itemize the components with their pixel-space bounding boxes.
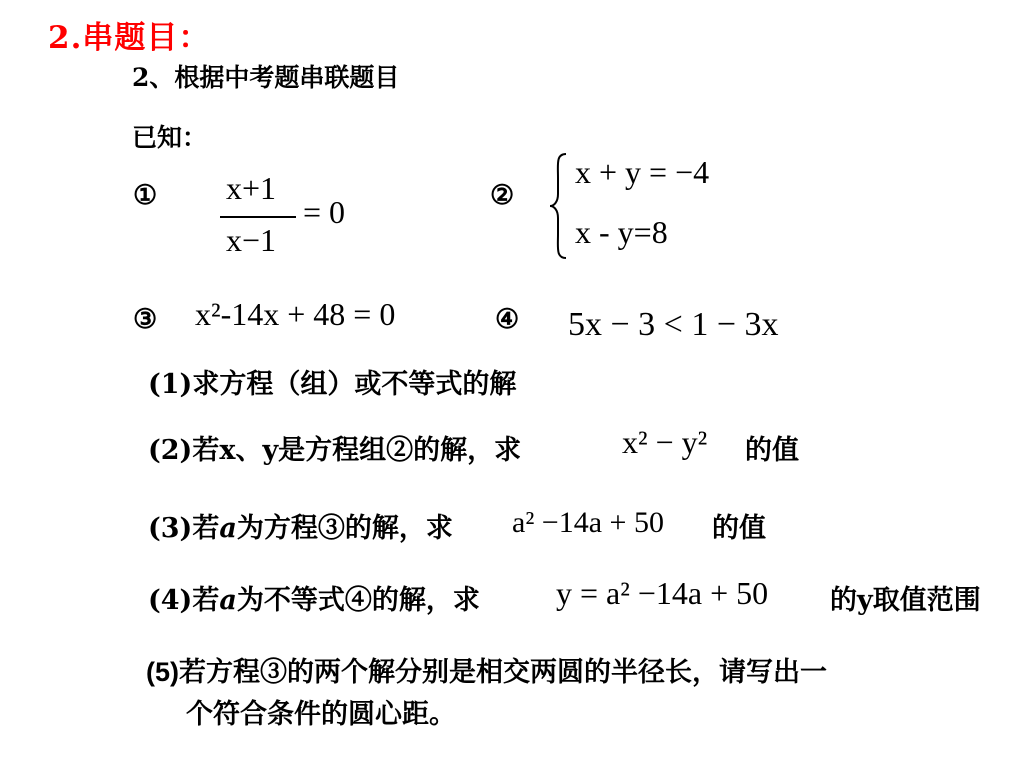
question-4-text: 为不等式④的解，求 <box>236 585 480 616</box>
slide-title: 2.串题目： <box>48 20 211 56</box>
question-5-line-1: 若方程③的两个解分别是相交两圆的半径长，请写出一 <box>179 657 827 688</box>
question-2-number: (2) <box>148 435 193 466</box>
system-equation-1: x + y = −4 <box>575 154 710 190</box>
question-2-suffix: 的值 <box>745 435 799 466</box>
question-4-expression: y = a² −14a + 50 <box>556 575 769 611</box>
system-brace <box>548 152 568 260</box>
question-1-number: (1) <box>148 369 193 400</box>
question-5 <box>146 650 827 689</box>
marker-4: ④ <box>495 304 520 335</box>
question-4-suffix: 的y取值范围 <box>830 585 981 616</box>
question-3-expression: a² −14a + 50 <box>512 506 664 539</box>
question-1 <box>148 362 516 401</box>
subtitle: 2、根据中考题串联题目 <box>132 63 400 92</box>
question-5-number: (5) <box>146 657 179 687</box>
marker-1: ① <box>133 180 158 211</box>
question-3-suffix: 的值 <box>712 513 766 544</box>
question-3-text: 为方程③的解，求 <box>236 513 453 544</box>
question-2 <box>148 428 521 467</box>
fraction-denominator: x−1 <box>226 222 277 258</box>
question-4-number: (4) <box>148 585 193 616</box>
question-2-text: 若x、y是方程组②的解，求 <box>192 435 522 466</box>
question-1-text: 求方程（组）或不等式的解 <box>192 369 517 400</box>
quadratic-equation: x²-14x + 48 = 0 <box>195 296 396 332</box>
system-equation-2: x - y=8 <box>575 214 668 250</box>
fraction-numerator: x+1 <box>226 170 277 206</box>
inequality: 5x − 3 < 1 − 3x <box>568 306 779 343</box>
question-3-variable: a <box>219 513 237 544</box>
question-3-prefix: 若 <box>192 513 220 544</box>
fraction-bar <box>220 216 296 218</box>
question-3 <box>148 506 453 545</box>
marker-2: ② <box>490 180 515 211</box>
given-label: 已知： <box>132 123 208 152</box>
question-5-line-2: 个符合条件的圆心距。 <box>186 699 456 730</box>
marker-3: ③ <box>133 304 158 335</box>
question-4-prefix: 若 <box>192 585 220 616</box>
question-4-variable: a <box>219 585 237 616</box>
question-3-number: (3) <box>148 513 193 544</box>
fraction-rhs: = 0 <box>303 194 346 230</box>
question-4 <box>148 578 480 617</box>
question-2-expression: x² − y² <box>622 424 708 460</box>
